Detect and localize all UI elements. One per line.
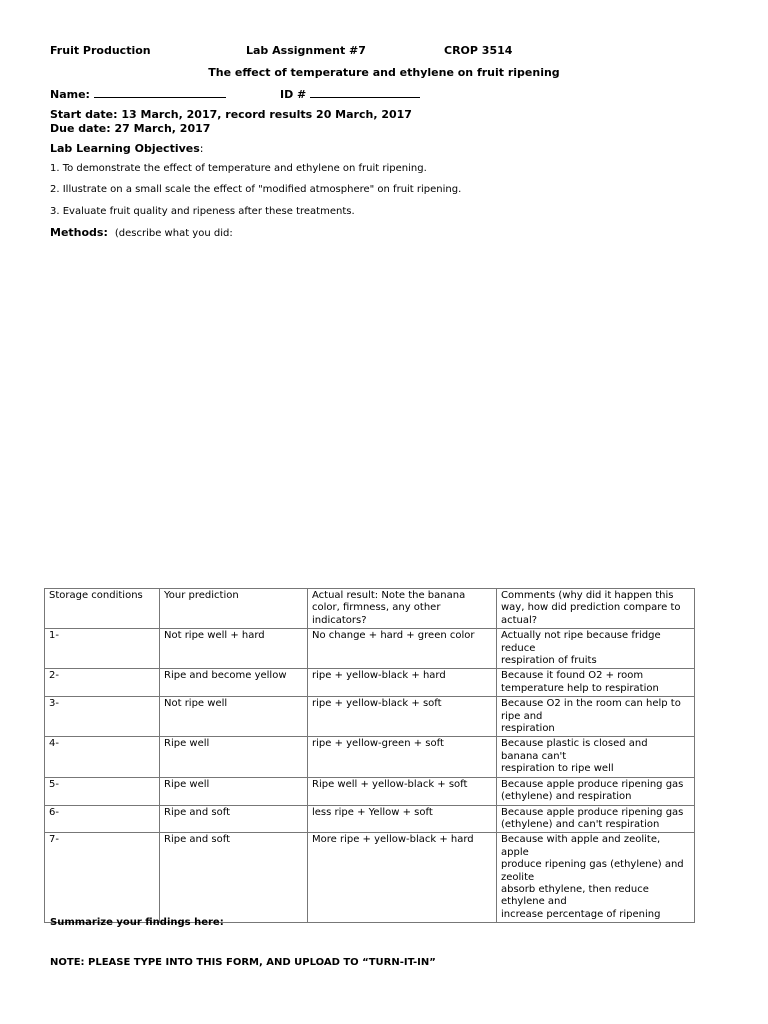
table-row xyxy=(45,833,695,923)
table-cell[interactable]: Because it found O2 + room temperature help to respiration xyxy=(497,669,695,697)
table-cell[interactable]: 7- xyxy=(45,833,160,923)
table-cell[interactable]: ripe + yellow-black + soft xyxy=(308,697,497,737)
table-cell[interactable]: More ripe + yellow-black + hard xyxy=(308,833,497,923)
objectives-heading-bold: Lab Learning Objectives xyxy=(50,142,200,155)
table-cell[interactable]: Ripe and soft xyxy=(160,833,308,923)
table-cell[interactable]: Because apple produce ripening gas (ethylene) and can't respiration xyxy=(497,805,695,833)
table-row xyxy=(45,629,695,669)
summary-label: Summarize your findings here: xyxy=(50,917,224,928)
table-cell[interactable]: 6- xyxy=(45,805,160,833)
name-label: Name: xyxy=(50,88,90,101)
objectives-heading-colon: : xyxy=(199,142,204,155)
table-header-row xyxy=(45,589,695,629)
course-code: CROP 3514 xyxy=(444,44,513,57)
table-cell[interactable]: Ripe and become yellow xyxy=(160,669,308,697)
table-cell[interactable]: Because plastic is closed and banana can't respiration to ripe well xyxy=(497,737,695,777)
name-field[interactable] xyxy=(50,88,226,101)
header-cell: Actual result: Note the banana color, firmness, any other indicators? xyxy=(308,589,497,629)
objective-item: 1. To demonstrate the effect of temperature and ethylene on fruit ripening. xyxy=(50,163,427,174)
methods-heading xyxy=(50,226,233,239)
table-cell[interactable]: Ripe well + yellow-black + soft xyxy=(308,777,497,805)
start-date: Start date: 13 March, 2017, record results 20 March, 2017 xyxy=(50,108,412,121)
table-cell[interactable]: Not ripe well + hard xyxy=(160,629,308,669)
id-label: ID # xyxy=(280,88,307,101)
results-table xyxy=(44,588,695,923)
name-blank-line[interactable] xyxy=(94,88,226,98)
table-cell[interactable]: Actually not ripe because fridge reduce respiration of fruits xyxy=(497,629,695,669)
table-row xyxy=(45,805,695,833)
id-blank-line[interactable] xyxy=(310,88,420,98)
header-cell: Comments (why did it happen this way, how did prediction compare to actual? xyxy=(497,589,695,629)
table-row xyxy=(45,777,695,805)
table-cell[interactable]: Because with apple and zeolite, apple produce ripening gas (ethylene) and zeolite absorb ethylene, then reduce ethylene and increase percentage of ripening xyxy=(497,833,695,923)
table-cell[interactable]: ripe + yellow-black + hard xyxy=(308,669,497,697)
methods-hint: (describe what you did: xyxy=(114,228,233,239)
methods-label: Methods: xyxy=(50,226,108,239)
table-cell[interactable]: No change + hard + green color xyxy=(308,629,497,669)
course-title: Fruit Production xyxy=(50,44,151,57)
lab-assignment-label: Lab Assignment #7 xyxy=(246,44,366,57)
table-row xyxy=(45,669,695,697)
table-cell[interactable]: Ripe well xyxy=(160,737,308,777)
document-title: The effect of temperature and ethylene on fruit ripening xyxy=(208,66,560,79)
table-cell[interactable]: Not ripe well xyxy=(160,697,308,737)
header-cell: Your prediction xyxy=(160,589,308,629)
table-row xyxy=(45,737,695,777)
table-cell[interactable]: Because O2 in the room can help to ripe and respiration xyxy=(497,697,695,737)
due-date: Due date: 27 March, 2017 xyxy=(50,122,211,135)
table-cell[interactable]: 4- xyxy=(45,737,160,777)
table-cell[interactable]: 3- xyxy=(45,697,160,737)
table-cell[interactable]: less ripe + Yellow + soft xyxy=(308,805,497,833)
table-cell[interactable]: Ripe well xyxy=(160,777,308,805)
id-field[interactable] xyxy=(280,88,420,101)
objective-item: 3. Evaluate fruit quality and ripeness after these treatments. xyxy=(50,206,355,217)
objectives-heading xyxy=(50,142,204,155)
upload-note: NOTE: PLEASE TYPE INTO THIS FORM, AND UPLOAD TO “TURN-IT-IN” xyxy=(50,957,436,968)
table-cell[interactable]: Ripe and soft xyxy=(160,805,308,833)
table-cell[interactable]: 5- xyxy=(45,777,160,805)
table-cell[interactable]: Because apple produce ripening gas (ethylene) and respiration xyxy=(497,777,695,805)
header-cell: Storage conditions xyxy=(45,589,160,629)
objective-item: 2. Illustrate on a small scale the effect of "modified atmosphere" on fruit ripening. xyxy=(50,184,462,195)
table-cell[interactable]: ripe + yellow-green + soft xyxy=(308,737,497,777)
table-row xyxy=(45,697,695,737)
table-cell[interactable]: 2- xyxy=(45,669,160,697)
table-cell[interactable]: 1- xyxy=(45,629,160,669)
